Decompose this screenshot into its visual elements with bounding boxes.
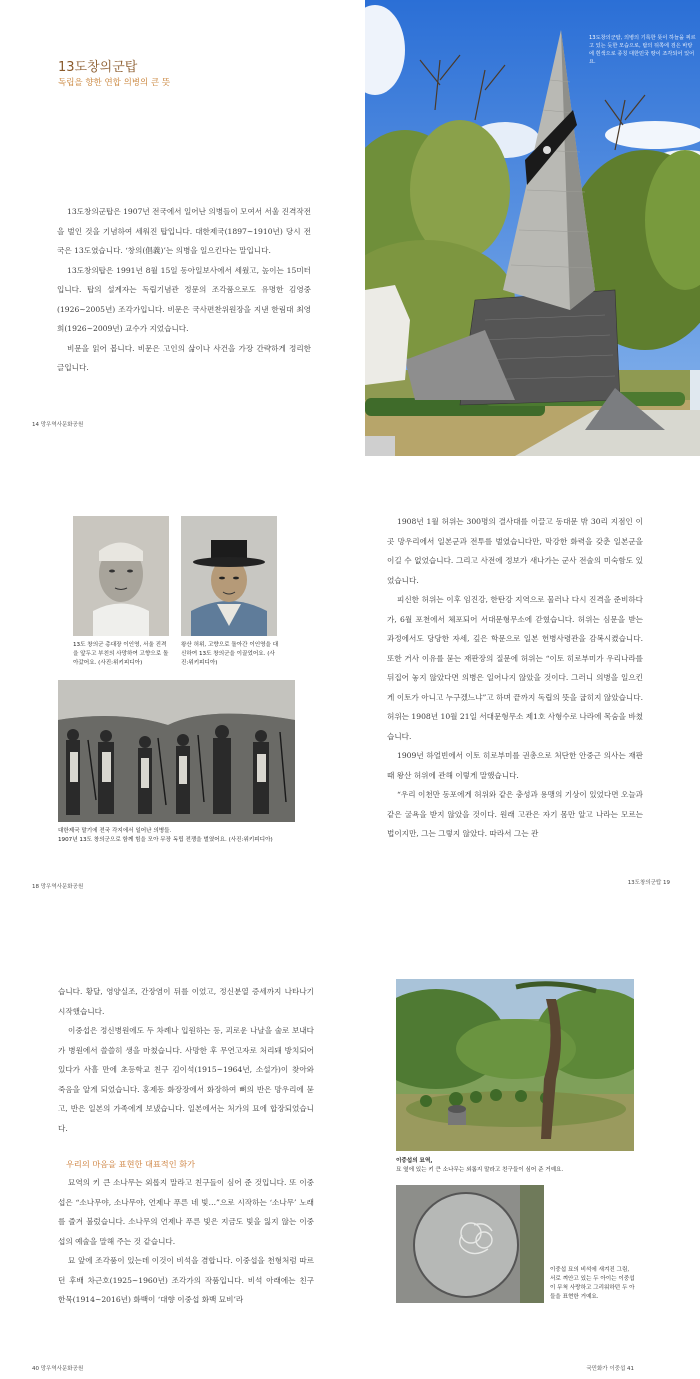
spread-heo-wi — [0, 458, 700, 900]
page-folio-left: 18 망우역사문화공원 — [32, 884, 84, 890]
paragraph: 13도창의군탑은 1907년 전국에서 일어난 의병들이 모여서 서울 진격작전을 벌인 것을 기념하여 세워진 탑입니다. 대한제국(1897~1910년) 당시 전국은 13도였습니다. ‘창의(倡義)’는 의병을 일으킨다는 말입니다. — [57, 207, 311, 255]
spread-lee-jung-seop — [0, 902, 700, 1379]
page-folio-left: 40 망우역사문화공원 — [32, 1366, 84, 1372]
group-photo-caption-title: 대한제국 말기에 전국 각지에서 일어난 의병들. — [58, 828, 172, 834]
group-photo-caption — [58, 827, 298, 845]
paragraph: 1909년 하얼빈에서 이토 히로부미를 권총으로 처단한 안중근 의사는 재판 때 왕산 허위에 관해 이렇게 말했습니다. — [387, 751, 643, 780]
militia-group-photo — [58, 680, 295, 822]
portrait2-caption: 왕산 허위, 고향으로 돌아간 이인영을 대신하여 13도 창의군을 이끌었어요. (사진:위키피디아) — [181, 642, 279, 666]
grave-caption-title: 이중섭의 묘역, — [396, 1158, 433, 1164]
tombstone-caption: 이중섭 묘의 비석에 새겨진 그림, 서로 껴안고 있는 두 아이는 이중섭이 무척 사랑하고 그리워하던 두 아들을 표현한 거예요. — [550, 1267, 635, 1300]
section-heading: 우리의 마음을 표현한 대표적인 화가 — [66, 1159, 196, 1169]
spread-13do-monument — [0, 0, 700, 456]
grave-caption-text: 묘 옆에 있는 키 큰 소나무는 외롭지 말라고 친구들이 심어 준 거예요. — [396, 1167, 564, 1173]
spread1-title: 13도창의군탑 — [58, 60, 138, 75]
spread1-subtitle: 독립을 향한 연합 의병의 큰 뜻 — [58, 78, 171, 88]
spread2-body — [387, 512, 643, 844]
page-folio-right: 13도창의군탑 19 — [627, 880, 670, 886]
spread1-body — [57, 202, 311, 378]
paragraph: 13도창의탑은 1991년 8월 15일 동아일보사에서 세웠고, 높이는 15미터입니다. 탑의 설계자는 독립기념관 정문의 조각품으로도 유명한 김영중(1926~2005년) 조각가입니다. 비문은 국사편찬위원장을 지낸 한림대 최영희(1926~2009년) 교수가 지었습니다. — [57, 265, 311, 333]
paragraph: 묘 앞에 조각품이 있는데 이것이 비석을 겸합니다. 이중섭을 천형처럼 따르던 후배 차근호(1925~1960년) 조각가의 작품입니다. 비석 아래에는 친구 한묵(1914~2016년) 화백이 ‘대향 이중섭 화백 묘비’라 — [58, 1256, 314, 1304]
tombstone-relief-photo — [396, 1185, 544, 1303]
spread3-body-b — [58, 1173, 314, 1310]
portrait1-caption: 13도 창의군 총대장 이인영, 서울 진격을 앞두고 부친의 사망하여 고향으로 돌아갔어요. (사진:위키피디아) — [73, 642, 169, 666]
paragraph: 1908년 1월 허위는 300명의 결사대를 이끌고 동대문 밖 30리 지점인 이곳 망우리에서 일본군과 전투를 벌였습니다만, 막강한 화력을 갖춘 일본군을 이길 수 없었습니다. 그리고 사전에 정보가 새나가는 군사 전술의 미숙함도 있었습니다. — [387, 517, 643, 585]
monument-photo-caption: 13도창의군탑, 의병의 기록한 뜻이 하늘을 찌르고 있는 듯한 모습으로, 탑의 뒤쪽에 검은 바탕에 흰색으로 종칭 대한민국 땅이 조각되어 있어요. — [589, 35, 696, 65]
group-photo-caption-text: 1907년 13도 창의군으로 함께 힘을 모아 무장 독립 전쟁을 벌였어요. (사진:위키피디아) — [58, 837, 273, 843]
paragraph: 습니다. 황달, 영양실조, 간장염이 뒤를 이었고, 정신분열 증세까지 나타나기 시작했습니다. — [58, 987, 314, 1016]
paragraph: 묘역의 키 큰 소나무는 외롭지 말라고 친구들이 심어 준 것입니다. 또 이중섭은 “소나무야, 소나무야, 언제나 푸른 네 빛…”으로 시작하는 ‘소나무’ 노래를 즐겨 불렀습니다. 소나무의 언제나 푸른 빛은 지금도 빛을 잃지 않는 이중섭의 예술을 말해 주는 것 같습니다. — [58, 1178, 314, 1246]
monument-photo — [365, 0, 700, 456]
spread3-body-a — [58, 982, 314, 1138]
grave-caption — [396, 1157, 636, 1175]
page-folio-right: 국민화가 이중섭 41 — [586, 1366, 634, 1372]
page-folio: 14 망우역사문화공원 — [32, 422, 84, 428]
paragraph: “우리 이천만 동포에게 허위와 같은 충성과 용맹의 기상이 있었다면 오늘과 같은 굴욕을 받지 않았을 것이다. 원래 고관은 자기 몸만 알고 나라는 모르는 법이지만, 그는 그렇지 않았다. 따라서 그는 관 — [387, 790, 643, 838]
paragraph: 피신한 허위는 이후 임진강, 한탄강 지역으로 물러나 다시 진격을 준비하다가, 6월 포천에서 체포되어 서대문형무소에 갇혔습니다. 허위는 심문을 받는 과정에서도 당당한 자세, 깊은 학문으로 일본 헌병사령관을 감복시켰습니다. 또한 거사 이유를 묻는 재판장의 질문에 허위는 “이토 히로부미가 우리나라를 뒤집어 놓지 않았다면 의병은 일어나지 않았을 것이다. 그러니 의병을 일으킨 게 이토가 아니고 누구겠느냐”고 하며 끝까지 독립의 뜻을 굽히지 않았습니다. 허위는 1908년 10월 21일 서대문형무소 제1호 사형수로 나라에 목숨을 바쳤습니다. — [387, 595, 643, 741]
grave-site-photo — [396, 979, 634, 1151]
paragraph: 이중섭은 정신병원에도 두 차례나 입원하는 등, 괴로운 나날을 술로 보내다가 병원에서 쓸쓸히 생을 마쳤습니다. 사망한 후 무연고자로 처리돼 방치되어 있다가 사흘 만에 초등학교 친구 김이석(1915~1964년, 소설가)이 찾아와 죽음을 알게 되었습니다. 홍제동 화장장에서 화장하여 뼈의 반은 망우리에 묻고, 반은 일본의 가족에게 보냈습니다. 일본에서는 처가의 묘에 합장되었습니다. — [58, 1026, 314, 1133]
portrait-lee-in-young — [73, 516, 169, 636]
paragraph: 비문을 읽어 봅니다. 비문은 고인의 삶이나 사건을 가장 간략하게 정리한 글입니다. — [57, 343, 311, 372]
portrait-heo-wi — [181, 516, 277, 636]
